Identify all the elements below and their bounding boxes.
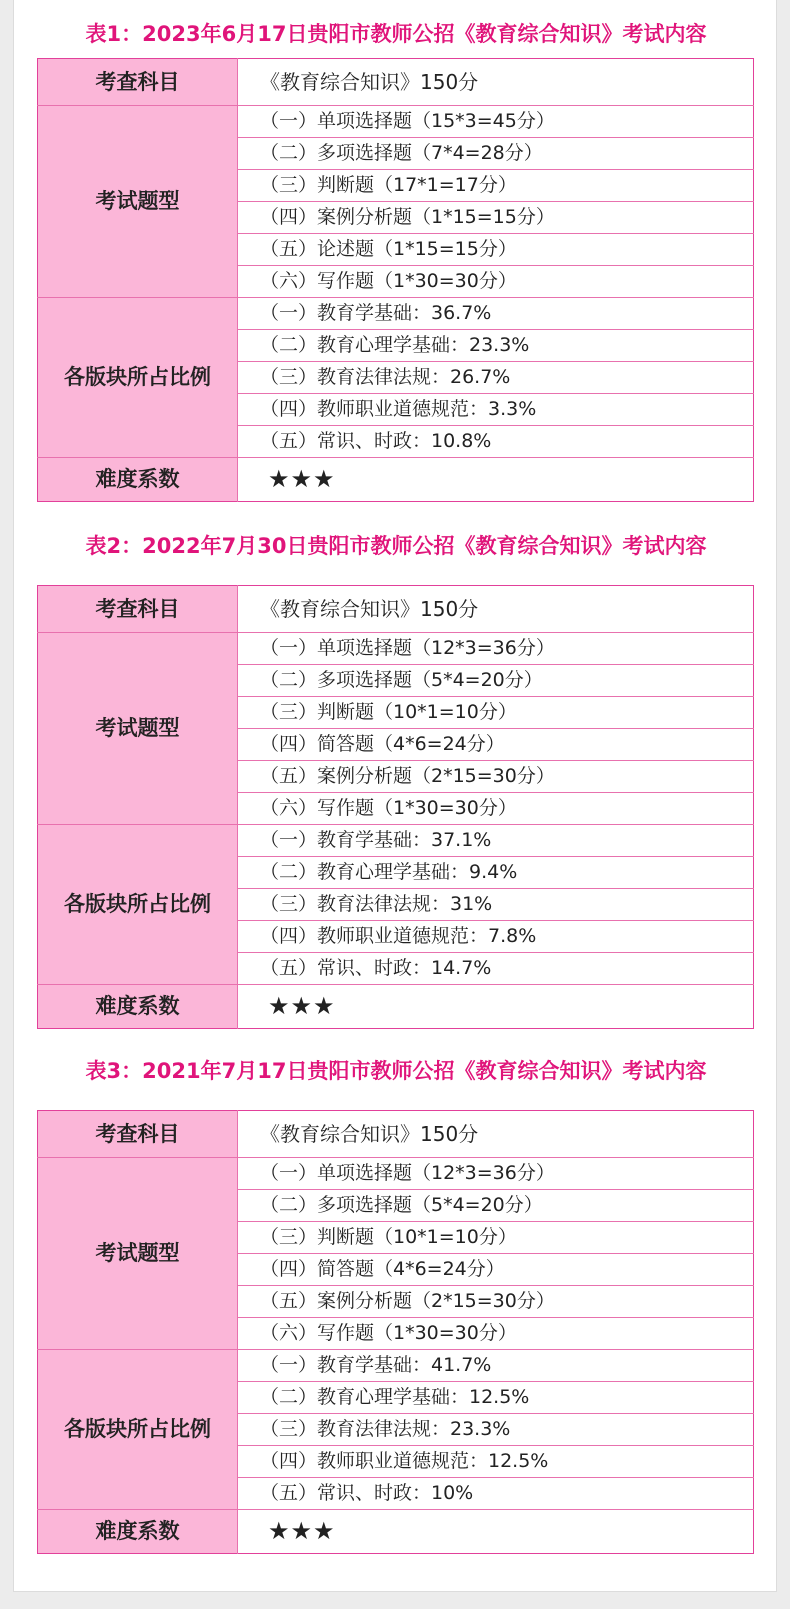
question-type-item: （三）判断题（10*1=10分）	[238, 1222, 754, 1254]
table-row	[38, 586, 754, 633]
difficulty-stars: ★★★	[268, 1517, 336, 1545]
ratio-item: （一）教育学基础：37.1%	[238, 825, 754, 857]
subject-value: 《教育综合知识》150分	[238, 586, 754, 633]
question-type-item: （五）案例分析题（2*15=30分）	[238, 761, 754, 793]
question-type-item: （一）单项选择题（12*3=36分）	[238, 633, 754, 665]
table-row	[38, 985, 754, 1029]
document-page	[13, 0, 777, 1592]
ratio-item: （二）教育心理学基础：12.5%	[238, 1382, 754, 1414]
ratio-item: （二）教育心理学基础：23.3%	[238, 330, 754, 362]
table-row	[38, 298, 754, 330]
question-type-item: （二）多项选择题（7*4=28分）	[238, 138, 754, 170]
question-type-item: （四）简答题（4*6=24分）	[238, 1254, 754, 1286]
table-title: 表2：2022年7月30日贵阳市教师公招《教育综合知识》考试内容	[85, 534, 707, 558]
ratio-label: 各版块所占比例	[38, 1350, 238, 1510]
question-types-label: 考试题型	[38, 106, 238, 298]
question-types-label: 考试题型	[38, 633, 238, 825]
question-type-item: （一）单项选择题（12*3=36分）	[238, 1158, 754, 1190]
table-row	[38, 458, 754, 502]
question-type-item: （五）案例分析题（2*15=30分）	[238, 1286, 754, 1318]
question-type-item: （六）写作题（1*30=30分）	[238, 266, 754, 298]
question-type-item: （三）判断题（10*1=10分）	[238, 697, 754, 729]
table-row	[38, 1111, 754, 1158]
ratio-item: （三）教育法律法规：23.3%	[238, 1414, 754, 1446]
difficulty-stars: ★★★	[268, 465, 336, 493]
question-type-item: （二）多项选择题（5*4=20分）	[238, 1190, 754, 1222]
table-row	[38, 106, 754, 138]
subject-value: 《教育综合知识》150分	[238, 1111, 754, 1158]
question-type-item: （六）写作题（1*30=30分）	[238, 1318, 754, 1350]
ratio-label: 各版块所占比例	[38, 298, 238, 458]
question-type-item: （二）多项选择题（5*4=20分）	[238, 665, 754, 697]
ratio-item: （五）常识、时政：10%	[238, 1478, 754, 1510]
ratio-item: （五）常识、时政：14.7%	[238, 953, 754, 985]
table-title: 表1：2023年6月17日贵阳市教师公招《教育综合知识》考试内容	[85, 22, 707, 46]
ratio-item: （四）教师职业道德规范：12.5%	[238, 1446, 754, 1478]
table-row	[38, 1510, 754, 1554]
exam-table	[37, 585, 754, 1029]
ratio-item: （四）教师职业道德规范：3.3%	[238, 394, 754, 426]
question-type-item: （五）论述题（1*15=15分）	[238, 234, 754, 266]
exam-table	[37, 1110, 754, 1554]
question-type-item: （一）单项选择题（15*3=45分）	[238, 106, 754, 138]
table-row	[38, 1350, 754, 1382]
table-row	[38, 59, 754, 106]
ratio-item: （三）教育法律法规：31%	[238, 889, 754, 921]
ratio-item: （一）教育学基础：41.7%	[238, 1350, 754, 1382]
difficulty-label: 难度系数	[38, 1510, 238, 1554]
table-row	[38, 1158, 754, 1190]
difficulty-stars: ★★★	[268, 992, 336, 1020]
question-type-item: （六）写作题（1*30=30分）	[238, 793, 754, 825]
exam-table	[37, 58, 754, 502]
question-types-label: 考试题型	[38, 1158, 238, 1350]
subject-value: 《教育综合知识》150分	[238, 59, 754, 106]
subject-label: 考查科目	[38, 586, 238, 633]
difficulty-label: 难度系数	[38, 458, 238, 502]
difficulty-label: 难度系数	[38, 985, 238, 1029]
subject-label: 考查科目	[38, 59, 238, 106]
ratio-item: （一）教育学基础：36.7%	[238, 298, 754, 330]
subject-label: 考查科目	[38, 1111, 238, 1158]
ratio-item: （三）教育法律法规：26.7%	[238, 362, 754, 394]
ratio-item: （二）教育心理学基础：9.4%	[238, 857, 754, 889]
table-row	[38, 825, 754, 857]
ratio-item: （四）教师职业道德规范：7.8%	[238, 921, 754, 953]
ratio-label: 各版块所占比例	[38, 825, 238, 985]
table-title: 表3：2021年7月17日贵阳市教师公招《教育综合知识》考试内容	[85, 1059, 707, 1083]
question-type-item: （四）案例分析题（1*15=15分）	[238, 202, 754, 234]
question-type-item: （四）简答题（4*6=24分）	[238, 729, 754, 761]
question-type-item: （三）判断题（17*1=17分）	[238, 170, 754, 202]
table-row	[38, 633, 754, 665]
ratio-item: （五）常识、时政：10.8%	[238, 426, 754, 458]
